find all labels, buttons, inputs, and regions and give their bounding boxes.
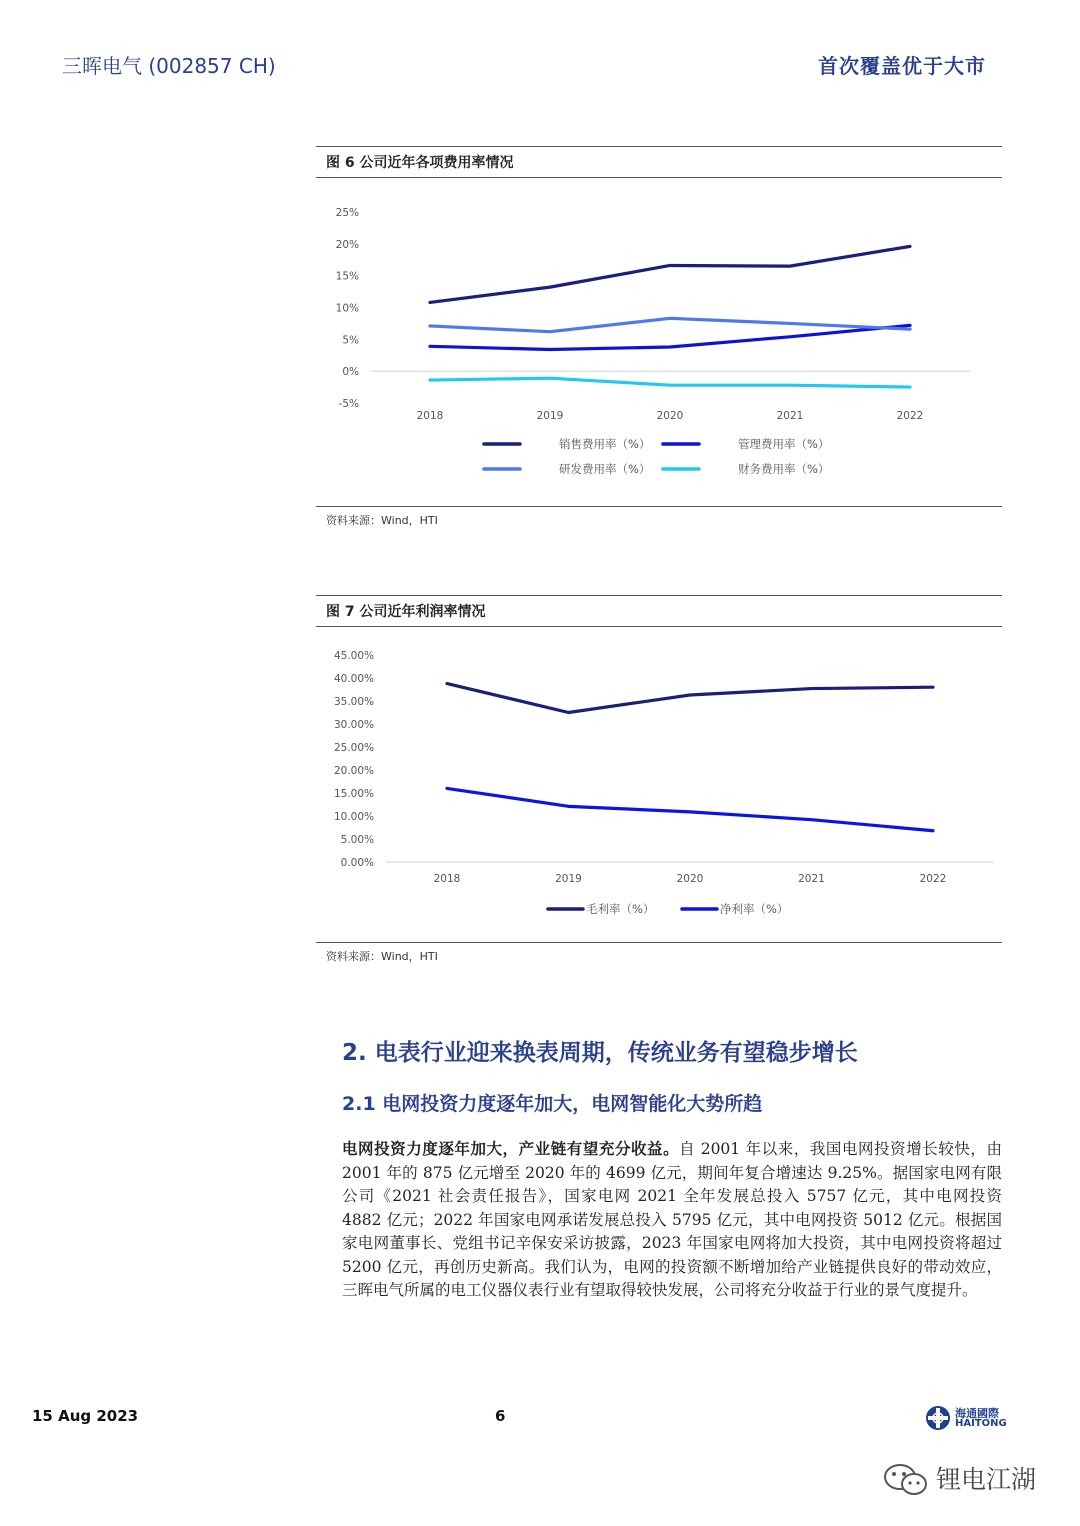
header-report-type: 首次覆盖优于大市 — [818, 54, 986, 78]
y-tick-label: 10.00% — [333, 811, 374, 823]
section-subtitle: 2.1 电网投资力度逐年加大，电网智能化大势所趋 — [342, 1093, 763, 1115]
y-tick-label: 5.00% — [340, 834, 374, 846]
x-tick-label: 2019 — [555, 873, 582, 885]
legend-label: 管理费用率（%） — [738, 437, 830, 451]
figure6-title: 图 6 公司近年各项费用率情况 — [316, 146, 1002, 178]
haitong-globe-icon — [925, 1405, 951, 1431]
footer-page-number: 6 — [495, 1407, 506, 1425]
x-tick-label: 2021 — [798, 873, 825, 885]
legend-label: 销售费用率（%） — [559, 437, 651, 451]
logo-text-en: HAITONG — [955, 1418, 1007, 1429]
figure7-bottom-rule — [316, 942, 1002, 943]
x-tick-label: 2020 — [656, 410, 684, 422]
legend-label: 净利率（%） — [720, 902, 789, 916]
figure6-chart — [316, 180, 1002, 505]
x-tick-label: 2018 — [416, 410, 444, 422]
y-tick-label: 45.00% — [333, 650, 374, 662]
paragraph-body: 自 2001 年以来，我国电网投资增长较快，由 2001 年的 875 亿元增至 2020 年的 4699 亿元，期间年复合增速达 9.25%。据国家电网有限公司《2021 社会责任报告》，国家电网 2021 全年发展总投入 5757 亿元，其中电网投资 4882 亿元；2022 年国家电网承诺发展总投入 5795 亿元，其中电网投资 5012 亿元。根据国家电网董事长、党组书记辛保安采访披露，2023 年国家电网将加大投资，其中电网投资将超过 5200 亿元，再创历史新高。我们认为，电网的投资额不断增加给产业链提供良好的带动效应，三晖电气所属的电工仪器仪表行业有望取得较快发展，公司将充分收益于行业的景气度提升。 — [342, 1140, 1002, 1299]
series-line-1 — [430, 246, 910, 302]
y-tick-label: 15.00% — [333, 788, 374, 800]
paragraph-lead: 电网投资力度逐年加大，产业链有望充分收益。 — [342, 1140, 680, 1158]
x-tick-label: 2020 — [676, 873, 704, 885]
section-title: 2. 电表行业迎来换表周期，传统业务有望稳步增长 — [342, 1040, 858, 1066]
x-tick-label: 2018 — [433, 873, 461, 885]
legend-label: 毛利率（%） — [586, 902, 655, 916]
figure6-bottom-rule — [316, 506, 1002, 507]
y-tick-label: 20.00% — [333, 765, 374, 777]
y-tick-label: 0% — [342, 366, 359, 379]
y-tick-label: 25% — [335, 207, 359, 219]
x-tick-label: 2019 — [536, 410, 564, 422]
y-tick-label: 35.00% — [333, 696, 374, 708]
y-tick-label: 10% — [335, 302, 359, 315]
header-company: 三晖电气 (002857 CH) — [62, 54, 276, 78]
y-tick-label: 20% — [335, 238, 359, 251]
figure7-chart — [316, 630, 1002, 940]
watermark-text: 锂电江湖 — [936, 1465, 1037, 1494]
x-tick-label: 2022 — [896, 410, 924, 422]
series-line-3 — [430, 318, 910, 331]
legend-label: 研发费用率（%） — [559, 462, 651, 476]
legend-label: 财务费用率（%） — [738, 462, 830, 476]
footer-date: 15 Aug 2023 — [32, 1407, 139, 1425]
y-tick-label: 25.00% — [333, 742, 374, 754]
y-tick-label: 30.00% — [333, 719, 374, 731]
series-line-2 — [447, 788, 933, 830]
y-tick-label: 0.00% — [340, 857, 374, 869]
y-tick-label: 5% — [342, 334, 359, 347]
y-tick-label: 40.00% — [333, 673, 374, 685]
x-tick-label: 2022 — [919, 873, 947, 885]
figure6-source: 资料来源：Wind，HTI — [326, 514, 438, 527]
series-line-4 — [430, 378, 910, 387]
figure7-source: 资料来源：Wind，HTI — [326, 950, 438, 963]
series-line-1 — [447, 684, 933, 713]
logo-text-cn: 海通國際 — [955, 1407, 999, 1420]
y-tick-label: -5% — [338, 398, 359, 410]
haitong-logo — [925, 1403, 1009, 1433]
x-tick-label: 2021 — [776, 410, 804, 422]
figure7-title: 图 7 公司近年利润率情况 — [316, 595, 1002, 627]
y-tick-label: 15% — [335, 270, 359, 283]
wechat-icon — [882, 1462, 930, 1498]
section-paragraph — [342, 1138, 1002, 1303]
